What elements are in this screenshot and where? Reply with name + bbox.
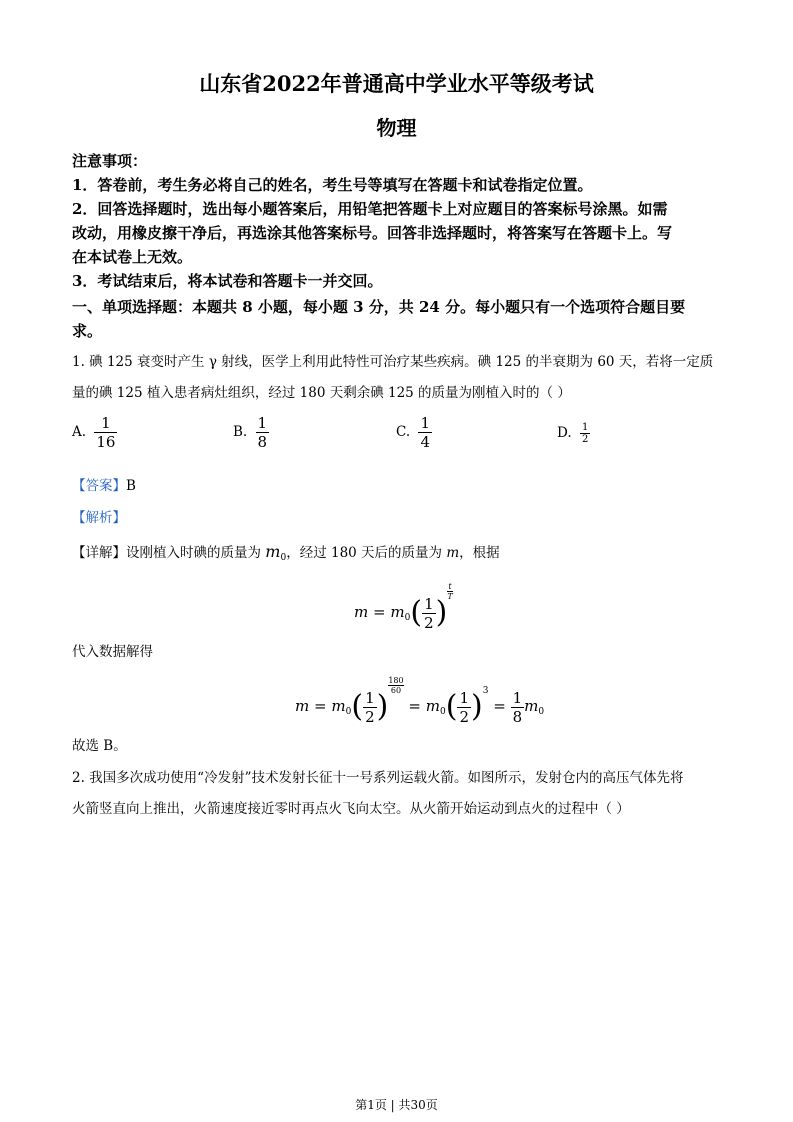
answer-tag: 【答案】 <box>72 478 126 494</box>
question-1-text-cont: 量的碘 125 植入患者病灶组织，经过 180 天剩余碘 125 的质量为刚植入时的（ ） <box>72 385 571 401</box>
detail-text: ，经过 180 天后的质量为 <box>286 545 447 561</box>
detail-tag: 【详解】 <box>72 545 126 561</box>
equation-2 <box>295 676 544 726</box>
option-label: B. <box>233 424 248 440</box>
eq-exponent-3: 3 <box>482 686 489 696</box>
symbol-m0-sub: 0 <box>280 553 287 563</box>
frac-den: 2 <box>459 707 469 726</box>
option-b <box>233 414 269 451</box>
option-fraction <box>256 414 270 451</box>
eq-m0-sub: 0 <box>345 707 352 717</box>
eq-m0: m <box>390 603 405 621</box>
eq-result <box>511 689 525 726</box>
eq-lhs: m <box>354 603 369 621</box>
notice-item: 改动，用橡皮擦干净后，再选涂其他答案标号。回答非选择题时，将答案写在答题卡上。写 <box>72 224 673 242</box>
exp-num: t <box>448 582 452 591</box>
option-label: C. <box>396 424 411 440</box>
frac-den: 2 <box>424 613 434 632</box>
frac-den: 8 <box>512 707 523 726</box>
detail-line <box>72 541 500 563</box>
question-2-text-cont: 火箭竖直向上推出，火箭速度接近零时再点火飞向太空。从火箭开始运动到点火的过程中（ ） <box>72 801 630 817</box>
detail-text: 设刚植入时碘的质量为 <box>126 545 266 561</box>
option-c <box>396 414 432 451</box>
notice-item: 1．答卷前，考生务必将自己的姓名，考生号等填写在答题卡和试卷指定位置。 <box>72 176 593 194</box>
equation-1 <box>354 582 453 632</box>
frac-num: 1 <box>420 414 430 432</box>
section-heading: 一、单项选择题：本题共 8 小题，每小题 3 分，共 24 分。每小题只有一个选项符合题目要 <box>72 298 686 316</box>
left-paren: ( <box>351 689 364 724</box>
left-paren: ( <box>445 689 458 724</box>
eq-m0: m <box>425 697 440 715</box>
eq-half <box>363 689 377 726</box>
frac-den: 2 <box>365 707 375 726</box>
eq-m0-sub: 0 <box>404 613 411 623</box>
exp-den: 60 <box>388 685 403 695</box>
eq-sign: = <box>314 697 327 715</box>
option-fraction <box>580 422 590 445</box>
option-fraction <box>418 414 432 451</box>
frac-num: 1 <box>512 688 523 707</box>
eq-m0-sub: 0 <box>538 707 545 717</box>
question-1-text: 1. 碘 125 衰变时产生 γ 射线，医学上利用此特性可治疗某些疾病。碘 125 的半衰期为 60 天，若将一定质 <box>72 354 714 370</box>
option-label: D. <box>557 425 572 441</box>
frac-num: 1 <box>424 594 434 613</box>
eq-m0-sub: 0 <box>439 707 446 717</box>
frac-den: 8 <box>257 433 268 451</box>
analysis-tag: 【解析】 <box>72 510 126 526</box>
frac-num: 1 <box>101 414 111 432</box>
notice-item: 3．考试结束后，将本试卷和答题卡一并交回。 <box>72 272 383 290</box>
frac-num: 1 <box>257 414 268 432</box>
eq-sign: = <box>493 697 506 715</box>
right-paren: ) <box>470 689 483 724</box>
eq-exponent <box>388 676 403 695</box>
conclusion-text: 故选 B。 <box>72 738 127 754</box>
section-heading-cont: 求。 <box>72 322 103 340</box>
symbol-m: m <box>446 545 460 561</box>
answer-value: B <box>126 478 136 494</box>
eq-m0: m <box>331 697 346 715</box>
option-d <box>557 422 590 445</box>
exam-title: 山东省2022年普通高中学业水平等级考试 <box>199 71 594 96</box>
substitute-text: 代入数据解得 <box>72 644 153 660</box>
frac-num: 1 <box>459 688 469 707</box>
eq-half <box>457 689 471 726</box>
symbol-m0: m <box>265 542 281 561</box>
right-paren: ) <box>376 689 389 724</box>
frac-num: 1 <box>581 422 589 433</box>
exam-subject: 物理 <box>376 116 417 140</box>
notice-item: 在本试卷上无效。 <box>72 248 193 266</box>
eq-sign: = <box>408 697 421 715</box>
question-2-text: 2. 我国多次成功使用“冷发射”技术发射长征十一号系列运载火箭。如图所示，发射仓内的高压气体先将 <box>72 770 684 786</box>
option-a <box>72 414 117 451</box>
frac-den: 4 <box>420 433 430 451</box>
option-fraction <box>94 414 117 451</box>
eq-lhs: m <box>295 697 310 715</box>
option-label: A. <box>72 424 87 440</box>
eq-exponent <box>447 582 452 601</box>
page-footer: 第1页 | 共30页 <box>355 1098 438 1112</box>
detail-text: ，根据 <box>459 545 500 561</box>
frac-den: 2 <box>581 434 589 445</box>
answer-line <box>72 474 136 494</box>
notice-item: 2．回答选择题时，选出每小题答案后，用铅笔把答题卡上对应题目的答案标号涂黑。如需 <box>72 200 668 218</box>
frac-den: 16 <box>96 433 116 451</box>
notice-heading: 注意事项： <box>72 152 148 170</box>
left-paren: ( <box>410 595 423 630</box>
frac-num: 1 <box>365 688 375 707</box>
eq-half <box>422 595 436 632</box>
exp-den: T <box>447 592 453 601</box>
eq-sign: = <box>373 603 386 621</box>
exp-num: 180 <box>388 676 404 685</box>
right-paren: ) <box>435 595 448 630</box>
eq-m0: m <box>524 697 539 715</box>
